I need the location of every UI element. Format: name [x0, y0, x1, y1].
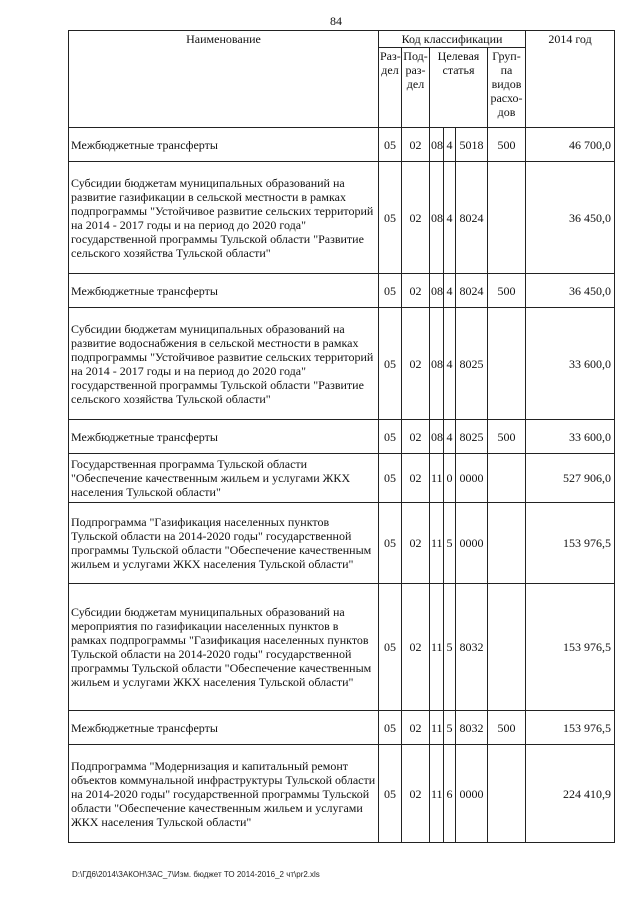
row-subsection: 02: [402, 745, 430, 843]
row-amount: 36 450,0: [526, 274, 615, 308]
row-subsection: 02: [402, 162, 430, 274]
row-expense-group: [488, 308, 526, 420]
row-subsection: 02: [402, 420, 430, 454]
table-body: [69, 128, 615, 843]
row-name: Субсидии бюджетам муниципальных образований на развитие водоснабжения в сельской местности в рамках подпрограммы "Устойчивое развитие сельских территорий на 2014 - 2017 годы и на период до 2020 года" государственной программы Тульской области "Развитие сельского хозяйства Тульской области": [69, 308, 379, 420]
row-expense-group: [488, 503, 526, 584]
table-row: [69, 745, 615, 843]
row-target-direction: 8024: [456, 162, 488, 274]
row-target-program: 08: [430, 162, 444, 274]
row-target-program: 11: [430, 711, 444, 745]
table-row: [69, 503, 615, 584]
table-row: [69, 711, 615, 745]
row-target-subprogram: 4: [444, 274, 456, 308]
row-section: 05: [379, 308, 402, 420]
row-section: 05: [379, 128, 402, 162]
table-row: [69, 420, 615, 454]
header-section: Раз- дел: [379, 48, 402, 128]
row-section: 05: [379, 584, 402, 711]
row-target-subprogram: 4: [444, 308, 456, 420]
row-expense-group: 500: [488, 274, 526, 308]
row-section: 05: [379, 454, 402, 503]
row-expense-group: 500: [488, 128, 526, 162]
row-subsection: 02: [402, 308, 430, 420]
row-name: Субсидии бюджетам муниципальных образований на развитие газификации в сельской местности в рамках подпрограммы "Устойчивое развитие сельских территорий на 2014 - 2017 годы и на период до 2020 года" государственной программы Тульской области "Развитие сельского хозяйства Тульской области": [69, 162, 379, 274]
row-target-subprogram: 4: [444, 162, 456, 274]
row-expense-group: [488, 162, 526, 274]
row-name: Государственная программа Тульской области "Обеспечение качественным жильем и услугами ЖКХ населения Тульской области": [69, 454, 379, 503]
table-row: [69, 128, 615, 162]
row-target-direction: 8025: [456, 308, 488, 420]
row-expense-group: 500: [488, 420, 526, 454]
row-subsection: 02: [402, 584, 430, 711]
row-expense-group: [488, 745, 526, 843]
row-target-direction: 5018: [456, 128, 488, 162]
row-subsection: 02: [402, 454, 430, 503]
row-name: Субсидии бюджетам муниципальных образований на мероприятия по газификации населенных пунктов в рамках подпрограммы "Газификация населенных пунктов Тульской области на 2014-2020 годы" государственной программы Тульской области "Обеспечение качественным жильем и услугами ЖКХ населения Тульской области": [69, 584, 379, 711]
row-name: Подпрограмма "Модернизация и капитальный ремонт объектов коммунальной инфраструктуры Тульской области на 2014-2020 годы" государственной программы Тульской области "Обеспечение качественным жильем и услугами ЖКХ населения Тульской области": [69, 745, 379, 843]
row-target-program: 08: [430, 274, 444, 308]
row-name: Межбюджетные трансферты: [69, 128, 379, 162]
row-amount: 527 906,0: [526, 454, 615, 503]
row-amount: 36 450,0: [526, 162, 615, 274]
row-target-program: 08: [430, 308, 444, 420]
footer-file-path: D:\ГД6\2014\ЗАКОН\ЗАС_7\Изм. бюджет ТО 2014-2016_2 чт\pr2.xls: [72, 870, 320, 879]
row-target-program: 11: [430, 503, 444, 584]
row-subsection: 02: [402, 503, 430, 584]
row-name: Межбюджетные трансферты: [69, 420, 379, 454]
header-code-group: Код классификации: [379, 31, 526, 48]
table-row: [69, 584, 615, 711]
row-amount: 46 700,0: [526, 128, 615, 162]
header-name: Наименование: [69, 31, 379, 128]
row-amount: 153 976,5: [526, 503, 615, 584]
row-subsection: 02: [402, 128, 430, 162]
table-row: [69, 454, 615, 503]
header-subsection: Под- раз- дел: [402, 48, 430, 128]
row-amount: 33 600,0: [526, 420, 615, 454]
row-target-subprogram: 6: [444, 745, 456, 843]
row-expense-group: [488, 584, 526, 711]
row-target-direction: 0000: [456, 503, 488, 584]
row-target-subprogram: 5: [444, 503, 456, 584]
row-subsection: 02: [402, 274, 430, 308]
row-section: 05: [379, 420, 402, 454]
table-row: [69, 308, 615, 420]
row-section: 05: [379, 745, 402, 843]
row-target-subprogram: 0: [444, 454, 456, 503]
row-name: Межбюджетные трансферты: [69, 274, 379, 308]
header-target-article: Целевая статья: [430, 48, 488, 128]
page-number: 84: [330, 14, 342, 28]
row-target-direction: 0000: [456, 745, 488, 843]
header-year: 2014 год: [526, 31, 615, 128]
row-target-program: 11: [430, 454, 444, 503]
row-target-direction: 0000: [456, 454, 488, 503]
row-target-subprogram: 4: [444, 420, 456, 454]
row-amount: 153 976,5: [526, 584, 615, 711]
row-target-direction: 8032: [456, 711, 488, 745]
row-amount: 33 600,0: [526, 308, 615, 420]
table-row: [69, 274, 615, 308]
row-target-subprogram: 5: [444, 584, 456, 711]
row-amount: 224 410,9: [526, 745, 615, 843]
row-subsection: 02: [402, 711, 430, 745]
table-row: [69, 162, 615, 274]
row-section: 05: [379, 711, 402, 745]
row-target-subprogram: 5: [444, 711, 456, 745]
row-section: 05: [379, 162, 402, 274]
row-target-direction: 8032: [456, 584, 488, 711]
row-target-program: 11: [430, 745, 444, 843]
row-target-direction: 8025: [456, 420, 488, 454]
row-name: Подпрограмма "Газификация населенных пунктов Тульской области на 2014-2020 годы" государственной программы Тульской области "Обеспечение качественным жильем и услугами ЖКХ населения Тульской области": [69, 503, 379, 584]
row-amount: 153 976,5: [526, 711, 615, 745]
row-target-direction: 8024: [456, 274, 488, 308]
row-target-program: 08: [430, 420, 444, 454]
row-target-subprogram: 4: [444, 128, 456, 162]
row-expense-group: [488, 454, 526, 503]
row-target-program: 11: [430, 584, 444, 711]
row-section: 05: [379, 274, 402, 308]
header-expense-group: Груп- па видов расхо- дов: [488, 48, 526, 128]
row-expense-group: 500: [488, 711, 526, 745]
row-target-program: 08: [430, 128, 444, 162]
budget-table: [68, 30, 615, 843]
row-section: 05: [379, 503, 402, 584]
row-name: Межбюджетные трансферты: [69, 711, 379, 745]
